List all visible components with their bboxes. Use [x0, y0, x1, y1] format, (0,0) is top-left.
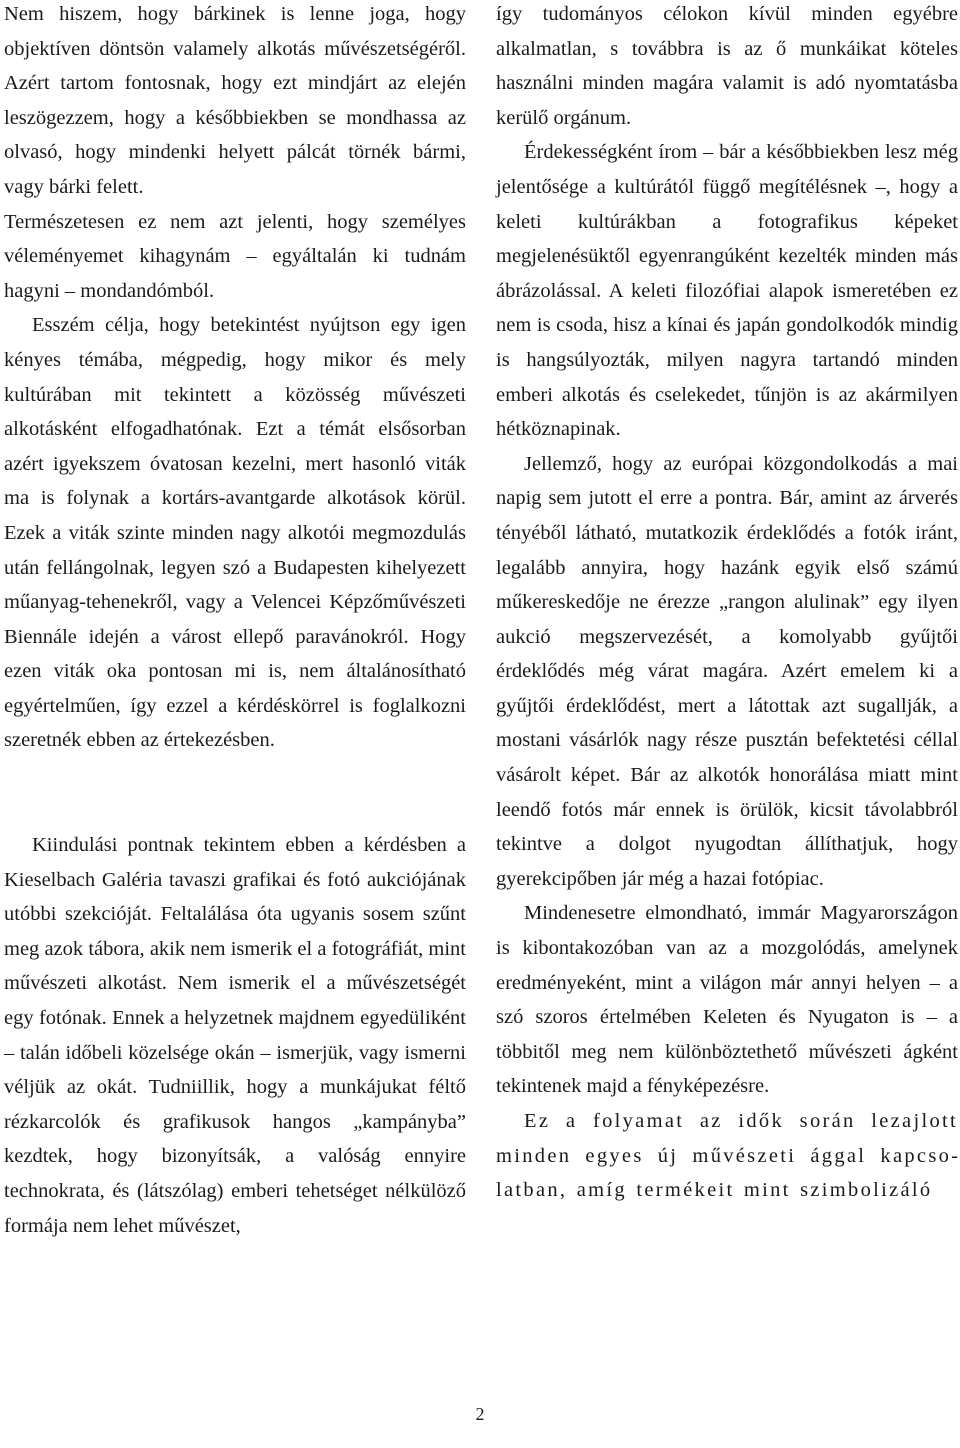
body-paragraph: Nem hiszem, hogy bárkinek is lenne joga, hogy objektíven döntsön valamely alkotás művészetségéről. Azért tartom fontosnak, hogy ezt mindjárt az elején leszögezzem, hogy a későbbiekben se mondhassa az olvasó, hogy mindenki helyett pálcát törnék bármi, vagy bárki felett.: [4, 3, 466, 198]
right-column: [496, 0, 958, 1208]
left-column: [4, 0, 466, 1243]
body-paragraph: Mindenesetre elmondható, immár Magyarországon is kibontakozóban van az a mozgolódás, amelynek eredményeként, mint a világon már annyi helyen – a szó szoros értelmében Keleten és Nyugaton is – a többitől meg nem különböztethető művészeti ágként tekintenek majd a fényképezésre.: [496, 902, 958, 1098]
body-paragraph: Kiindulási pontnak tekintem ebben a kérdésben a Kieselbach Galéria tavaszi grafikai és fotó aukciójának utóbbi szekcióját. Feltalálása óta ugyanis sosem szűnt meg azok tábora, akik nem ismerik el a fotográfiát, mint művészeti alkotást. Nem ismerik el a művészetségét egy fotónak. Ennek a helyzetnek majdnem egyedüliként – talán időbeli közelsége okán – ismerjük, vagy ismerni véljük az okát. Tudniillik, hogy a munkájukat féltő rézkarcolók és grafikusok hangos „kampányba” kezdtek, hogy bizonyítsák, a valóság ennyire technokrata, és (látszólag) emberi tehetséget nélkülöző formája nem lehet művészet,: [4, 834, 466, 1237]
body-paragraph: Esszém célja, hogy betekintést nyújtson egy igen kényes témába, mégpedig, hogy mikor és mely kultúrában mit tekintett a közösség művészeti alkotásként elfogadhatónak. Ezt a témát elsősorban azért igyekszem óvatosan kezelni, mert hasonló viták ma is folynak a kortárs-avantgarde alkotások körül. Ezek a viták szinte minden nagy alkotói megmozdulás után fellángolnak, legyen szó a Budapesten kihelyezett műanyag-tehenekről, vagy a Velencei Képzőművészeti Biennále idején a várost ellepő paravánokról. Hogy ezen viták oka pontosan mi is, nem általánosítható egyértelműen, így ezzel a kérdéskörrel is foglalkozni szeretnék ebben az értekezésben.: [4, 314, 466, 752]
body-paragraph: így tudományos célokon kívül minden egyébre alkalmatlan, s továbbra is az ő munkáikat köteles használni minden magára valamit is adó nyomtatásba kerülő orgánum.: [496, 3, 958, 129]
section-break: [4, 758, 466, 828]
body-paragraph: Jellemző, hogy az európai közgondolkodás a mai napig sem jutott el erre a pontra. Bár, amint az árverés tényéből látható, mutatkozik érdeklődés a fotók iránt, legalább annyira, hogy hazánk egyik első számú műkereskedője ne érezze „rangon alulinak” egy ilyen aukció megszervezését, a komolyabb gyűjtői érdeklődés még várat magára. Azért emelem ki a gyűjtői érdeklődést, mert a látottak azt sugallják, a mostani vásárlók nagy része pusztán befektetési céllal vásárolt képet. Bár az alkotók honorálása miatt mint leendő fotós már ennek is örülök, kicsit távolabbról tekintve a dolgot nyugodtan állíthatjuk, hogy gyerekcipőben jár még a hazai fotópiac.: [496, 452, 958, 890]
body-paragraph: Ez a folyamat az idők során lezajlott minden egyes új művészeti ággal kapcsolatban, amíg termékeit mint szimbolizáló: [496, 1110, 958, 1202]
page-number: 2: [475, 1404, 485, 1424]
body-paragraph: Érdekességként írom – bár a későbbiekben lesz még jelentősége a kultúrától függő megítélésnek –, hogy a keleti kultúrákban a fotografikus képeket megjelenésüktől egyenrangúként kezelték minden más ábrázolással. A keleti filozófiai alapok ismeretében ez nem is csoda, hisz a kínai és japán gondolkodók mindig is hangsúlyozták, milyen nagyra tartandó minden emberi alkotás és cselekedet, tűnjön is az akármilyen hétköznapinak.: [496, 141, 958, 441]
body-paragraph: Természetesen ez nem azt jelenti, hogy személyes véleményemet kihagynám – egyáltalán ki tudnám hagyni – mondandómból.: [4, 210, 466, 302]
